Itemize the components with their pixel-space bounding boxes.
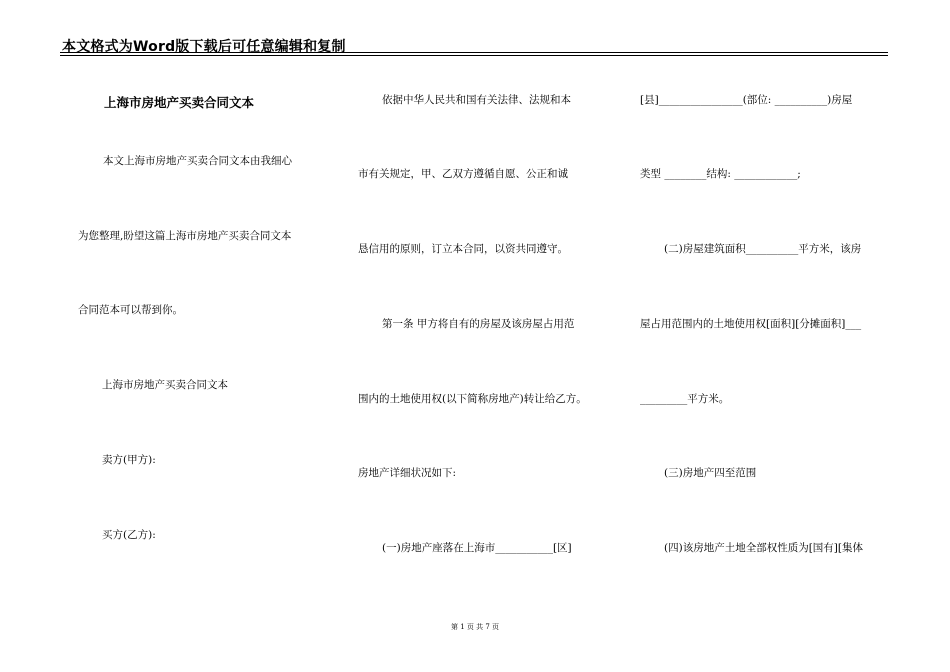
col1-line-5: 卖方(甲方): <box>102 454 156 466</box>
col3-line-3: (二)房屋建筑面积__________平方米，该房 <box>664 243 862 255</box>
col3-line-4: 屋占用范围内的土地使用权[面积][分摊面积]___ <box>640 318 862 330</box>
document-header: 本文格式为Word版下载后可任意编辑和复制 <box>62 39 346 55</box>
col2-line-5: 围内的土地使用权(以下简称房地产)转让给乙方。 <box>358 393 587 405</box>
col3-line-5: _________平方米。 <box>640 393 730 405</box>
col2-line-3: 恳信用的原则，订立本合同，以资共同遵守。 <box>358 243 568 255</box>
col3-line-7: (四)该房地产土地全部权性质为[国有][集体 <box>664 542 863 554</box>
col3-line-2: 类型 ________结构: ____________; <box>640 168 801 180</box>
col3-line-1: [县]________________(部位: __________)房屋 <box>640 94 853 106</box>
col2-line-6: 房地产详细状况如下: <box>358 467 457 479</box>
col1-line-4: 上海市房地产买卖合同文本 <box>102 379 228 391</box>
col2-line-7: (一)房地产座落在上海市___________[区] <box>382 542 572 554</box>
header-rule <box>60 52 888 53</box>
col1-line-1: 本文上海市房地产买卖合同文本由我细心 <box>103 155 292 167</box>
col1-line-2: 为您整理,盼望这篇上海市房地产买卖合同文本 <box>78 230 292 242</box>
col1-line-6: 买方(乙方): <box>102 529 156 541</box>
col2-line-1: 依据中华人民共和国有关法律、法规和本 <box>382 94 571 106</box>
document-title: 上海市房地产买卖合同文本 <box>104 95 255 110</box>
col1-line-3: 合同范本可以帮到你。 <box>78 304 183 316</box>
col2-line-4: 第一条 甲方将自有的房屋及该房屋占用范 <box>382 318 575 330</box>
col2-line-2: 市有关规定，甲、乙双方遵循自愿、公正和诚 <box>358 168 568 180</box>
header-rule-secondary <box>60 55 888 56</box>
col3-line-6: (三)房地产四至范围 <box>664 467 757 479</box>
page-number: 第 1 页 共 7 页 <box>450 623 500 631</box>
